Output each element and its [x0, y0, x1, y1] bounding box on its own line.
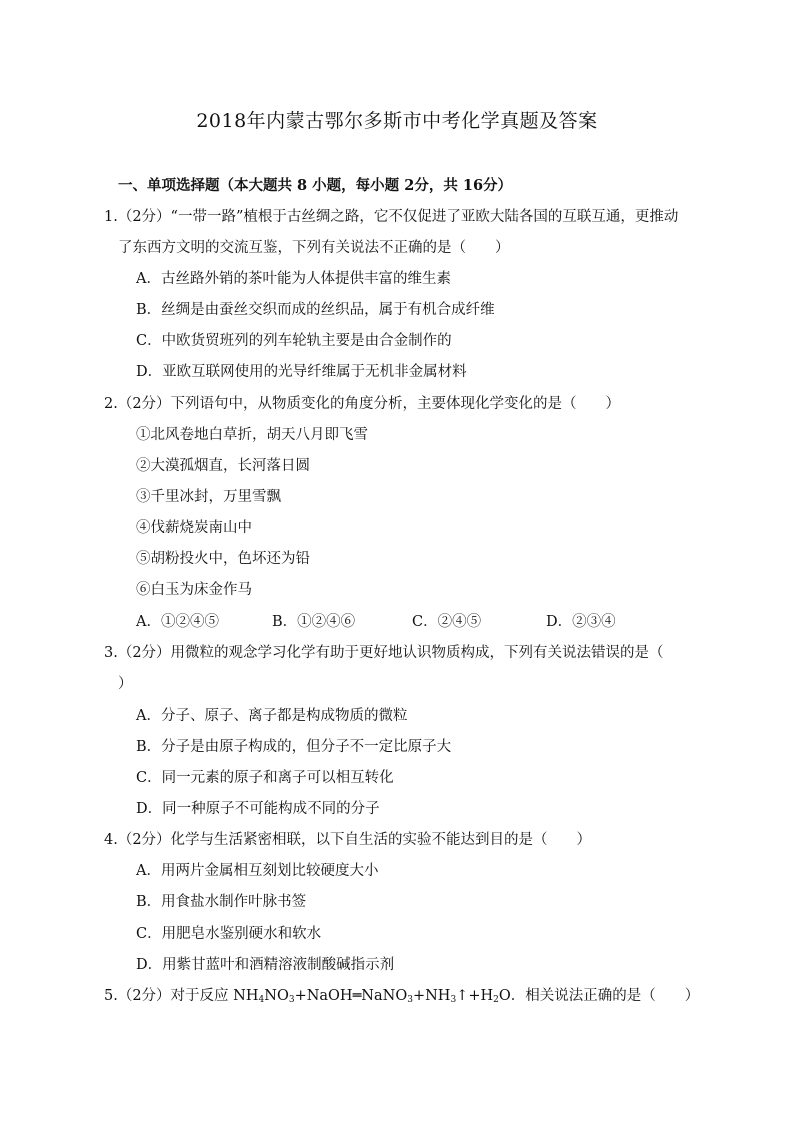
- question-3-option-a: A．分子、原子、离子都是构成物质的微粒: [136, 708, 408, 724]
- question-4-option-d: D．用紫甘蓝叶和酒精溶液制酸碱指示剂: [136, 957, 395, 973]
- question-4-option-b: B．用食盐水制作叶脉书签: [136, 894, 307, 910]
- question-5-text: ↑+H: [456, 988, 494, 1004]
- subscript: 4: [258, 995, 265, 1005]
- question-1-option-a: A．古丝路外销的茶叶能为人体提供丰富的维生素: [136, 271, 451, 287]
- question-2-option-b: B．①②④⑥: [272, 614, 356, 630]
- question-3-option-d: D．同一种原子不可能构成不同的分子: [136, 801, 380, 817]
- question-4-option-c: C．用肥皂水鉴别硬水和软水: [136, 926, 322, 942]
- question-5-text-prefix: 5.（2分）对于反应 NH: [104, 988, 259, 1004]
- question-1-option-d: D．亚欧互联网使用的光导纤维属于无机非金属材料: [136, 364, 467, 380]
- question-1-option-c: C．中欧货贸班列的列车轮轨主要是由合金制作的: [136, 333, 452, 349]
- subscript: 3: [288, 995, 295, 1005]
- subscript: 2: [493, 995, 499, 1005]
- question-1-stem-line-2: 了东西方文明的交流互鉴，下列有关说法不正确的是（ ）: [118, 240, 510, 256]
- page-title: 2018年内蒙古鄂尔多斯市中考化学真题及答案: [196, 110, 598, 132]
- question-2-option-d: D．②③④: [546, 614, 616, 630]
- question-2-item-6: ⑥白玉为床金作马: [136, 582, 252, 598]
- question-2-item-3: ③千里冰封，万里雪飘: [136, 489, 281, 505]
- subscript: 3: [450, 995, 457, 1005]
- question-2-stem: 2.（2分）下列语句中，从物质变化的角度分析，主要体现化学变化的是（ ）: [104, 396, 621, 412]
- question-2-option-c: C．②④⑤: [412, 614, 482, 630]
- question-5-stem: [104, 986, 699, 1010]
- question-2-item-5: ⑤胡粉投火中，色坏还为铅: [136, 551, 310, 567]
- question-2-item-1: ①北风卷地白草折，胡天八月即飞雪: [136, 427, 368, 443]
- question-4-stem: 4.（2分）化学与生活紧密相联，以下自生活的实验不能达到目的是（ ）: [104, 832, 592, 848]
- question-5-text: NO: [264, 988, 289, 1004]
- question-2-option-a: A．①②④⑤: [136, 614, 219, 630]
- question-5-text: +NaOH═NaNO: [294, 988, 408, 1004]
- question-3-option-c: C．同一元素的原子和离子可以相互转化: [136, 770, 394, 786]
- question-5-text-end: O．相关说法正确的是（ ）: [498, 988, 700, 1004]
- subscript: 3: [407, 995, 413, 1005]
- question-3-stem-line-1: 3.（2分）用微粒的观念学习化学有助于更好地认识物质构成，下列有关说法错误的是（: [104, 645, 664, 661]
- question-5-text: +NH: [412, 988, 451, 1004]
- question-1-option-b: B．丝绸是由蚕丝交织而成的丝织品，属于有机合成纤维: [136, 302, 495, 318]
- question-2-item-4: ④伐薪烧炭南山中: [136, 520, 252, 536]
- question-3-stem-line-2: ）: [118, 676, 133, 692]
- question-4-option-a: A．用两片金属相互刻划比较硬度大小: [136, 863, 379, 879]
- question-3-option-b: B．分子是由原子构成的，但分子不一定比原子大: [136, 739, 452, 755]
- section-heading: 一、单项选择题（本大题共 8 小题，每小题 2分，共 16分）: [118, 177, 513, 194]
- question-1-stem-line-1: 1.（2分）“一带一路”植根于古丝绸之路，它不仅促进了亚欧大陆各国的互联互通，更推动: [104, 209, 679, 225]
- question-2-item-2: ②大漠孤烟直，长河落日圆: [136, 458, 310, 474]
